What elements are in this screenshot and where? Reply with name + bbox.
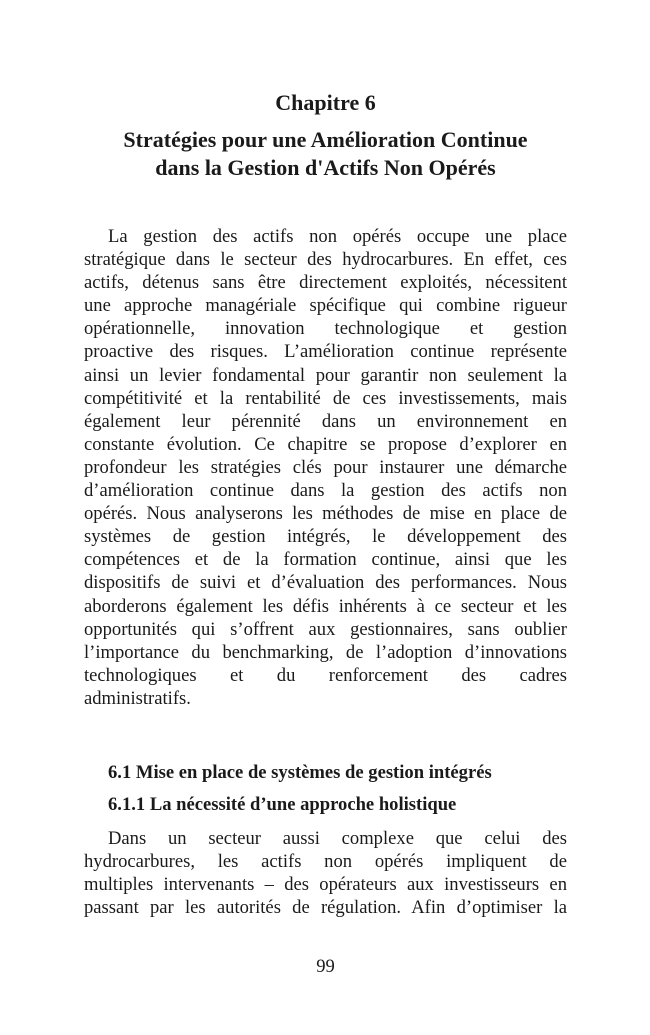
chapter-title [84,126,567,182]
text-line: administratifs. [84,687,191,709]
text-line: profondeur les stratégies clés pour instaurer une démarche [84,456,567,478]
section-heading-6-1-1: 6.1.1 La nécessité d’une approche holistique [108,794,457,815]
text-line: actifs, détenus sans être directement exploités, nécessitent [84,272,567,294]
intro-paragraph [84,225,567,710]
text-line: constante évolution. Ce chapitre se propose d’explorer en [84,433,567,455]
text-line: opérationnelle, innovation technologique et gestion [84,318,567,340]
text-line: multiples intervenants – des opérateurs aux investisseurs en [84,874,567,896]
section-heading-6-1: 6.1 Mise en place de systèmes de gestion intégrés [108,762,492,783]
text-line: compétitivité et la rentabilité de ces investissements, mais [84,387,567,409]
text-line: proactive des risques. L’amélioration continue représente [84,341,567,363]
text-line: technologiques et du renforcement des cadres [84,664,567,686]
text-line: passant par les autorités de régulation. Afin d’optimiser la [84,897,567,919]
text-line: La gestion des actifs non opérés occupe une place [108,226,567,247]
text-line: aborderons également les défis inhérents à ce secteur et les [84,595,567,617]
text-line: opportunités qui s’offrent aux gestionnaires, sans oublier [84,618,567,640]
text-line: une approche managériale spécifique qui combine rigueur [84,295,567,317]
text-line: hydrocarbures, les actifs non opérés impliquent de [84,851,567,873]
text-line: également leur pérennité dans un environnement en [84,410,567,432]
text-line: ainsi un levier fondamental pour garantir non seulement la [84,364,567,386]
section-6-1-1-paragraph [84,827,567,919]
text-line: dispositifs de suivi et d’évaluation des performances. Nous [84,572,567,594]
page-number: 99 [316,956,335,977]
chapter-title-line-1: Stratégies pour une Amélioration Continue [123,127,528,152]
chapter-label: Chapitre 6 [275,90,376,115]
text-line: compétences et de la formation continue, ainsi que les [84,549,567,571]
text-line: d’amélioration continue dans la gestion des actifs non [84,480,567,502]
chapter-title-line-2: dans la Gestion d'Actifs Non Opérés [155,155,496,180]
book-page [84,0,567,1035]
text-line: Dans un secteur aussi complexe que celui des [108,828,567,849]
text-line: opérés. Nous analyserons les méthodes de mise en place de [84,503,567,525]
text-line: systèmes de gestion intégrés, le développement des [84,526,567,548]
text-line: l’importance du benchmarking, de l’adoption d’innovations [84,641,567,663]
text-line: stratégique dans le secteur des hydrocarbures. En effet, ces [84,249,567,271]
